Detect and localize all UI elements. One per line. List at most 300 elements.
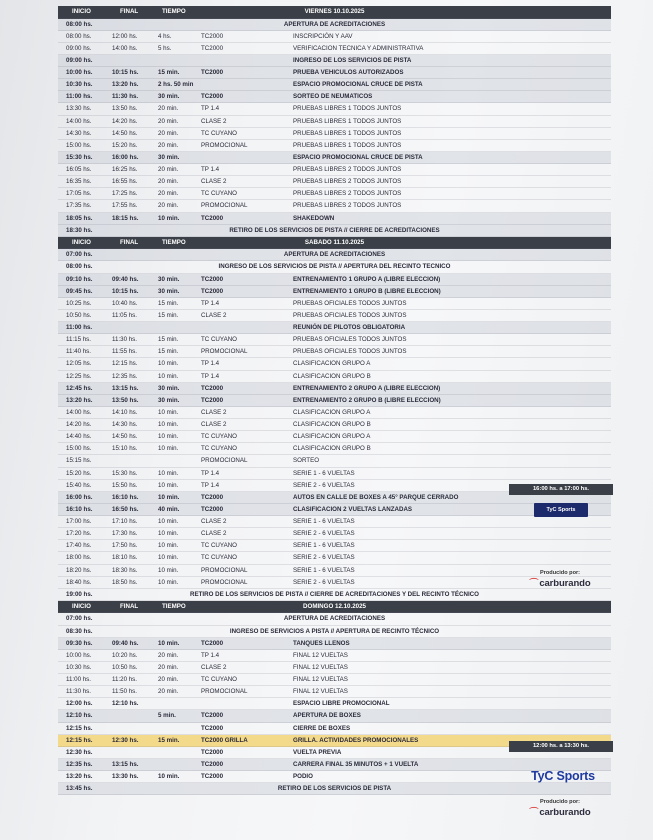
category: TC2000 (201, 505, 224, 513)
end-time: 09:40 hs. (112, 275, 139, 283)
activity: PRUEBAS OFICIALES TODOS JUNTOS (293, 311, 407, 319)
end-time: 11:30 hs. (112, 336, 137, 344)
activity: CLASIFICACION 2 VUELTAS LANZADAS (293, 505, 413, 513)
duration: 30 min. (158, 93, 180, 101)
schedule-row (58, 638, 611, 650)
schedule-row (58, 286, 611, 298)
tyc-sports-logo-small: TyC Sports (534, 503, 588, 517)
start-time: 16:35 hs. (66, 178, 92, 186)
activity: APERTURA DE BOXES (293, 712, 361, 720)
start-time: 08:00 hs. (66, 20, 93, 28)
end-time: 16:55 hs. (112, 178, 138, 186)
schedule-row (58, 723, 611, 735)
duration: 20 min. (158, 166, 179, 173)
category: TC CUYANO (201, 129, 237, 137)
category: TC2000 (201, 748, 224, 756)
schedule-row (58, 662, 611, 674)
end-time: 12:35 hs. (112, 372, 138, 380)
end-time: 18:10 hs. (112, 554, 138, 562)
duration: 30 min. (158, 275, 180, 283)
schedule-row (58, 395, 611, 407)
start-time: 17:05 hs. (66, 190, 92, 198)
end-time: 12:15 hs. (112, 360, 138, 368)
duration: 10 min. (158, 566, 179, 574)
schedule-row (58, 310, 611, 322)
end-time: 17:50 hs. (112, 542, 138, 550)
category: TP 1.4 (201, 481, 220, 489)
activity: CLASIFICACION GRUPO A (293, 408, 371, 416)
col-header-duration: TIEMPO (162, 602, 186, 610)
start-time: 12:05 hs. (66, 360, 92, 368)
end-time: 11:55 hs. (112, 348, 137, 356)
end-time: 13:15 hs. (112, 760, 139, 768)
duration: 20 min. (158, 663, 179, 671)
schedule-row (58, 79, 611, 91)
start-time: 13:45 hs. (66, 785, 93, 793)
category: TC CUYANO (201, 190, 237, 198)
category: CLASE 2 (201, 530, 227, 538)
schedule-row (58, 455, 611, 467)
start-time: 09:00 hs. (66, 44, 92, 52)
schedule-row (58, 407, 611, 419)
duration: 10 min. (158, 530, 179, 538)
category: TP 1.4 (201, 360, 220, 368)
start-time: 14:20 hs. (66, 421, 92, 428)
producer-block-sunday (515, 798, 605, 819)
activity: SERIE 2 - 6 VUELTAS (293, 578, 355, 586)
start-time: 11:00 hs. (66, 93, 93, 101)
category: CLASE 2 (201, 421, 227, 428)
duration: 30 min. (158, 396, 180, 404)
start-time: 18:30 hs. (66, 226, 93, 234)
activity: FINAL 12 VUELTAS (293, 676, 348, 683)
category: TC CUYANO (201, 433, 237, 441)
day-header-row (58, 601, 611, 614)
schedule-row (58, 371, 611, 383)
end-time: 16:00 hs. (112, 153, 139, 161)
start-time: 09:10 hs. (66, 275, 93, 283)
duration: 40 min. (158, 505, 180, 513)
end-time: 12:10 hs. (112, 700, 139, 708)
category: TC2000 (201, 275, 224, 283)
end-time: 17:55 hs. (112, 202, 138, 210)
start-time: 15:15 hs. (66, 457, 92, 465)
start-time: 10:50 hs. (66, 311, 92, 319)
start-time: 10:30 hs. (66, 81, 93, 89)
start-time: 14:30 hs. (66, 129, 92, 137)
activity: TANQUES LLENOS (293, 639, 350, 647)
activity: CLASIFICACION GRUPO A (293, 433, 371, 441)
start-time: 12:25 hs. (66, 372, 92, 380)
col-header-start: INICIO (72, 602, 91, 610)
end-time: 14:20 hs. (112, 117, 138, 125)
activity: REUNIÓN DE PILOTOS OBLIGATORIA (293, 324, 406, 331)
activity: GRILLA. ACTIVIDADES PROMOCIONALES (293, 736, 419, 744)
category: TC CUYANO (201, 445, 237, 453)
category: TC2000 (201, 93, 224, 101)
schedule-row (58, 589, 611, 601)
category: TC2000 (201, 214, 224, 222)
duration: 10 min. (158, 578, 179, 586)
schedule-row (58, 116, 611, 128)
end-time: 10:50 hs. (112, 663, 138, 671)
start-time: 11:30 hs. (66, 688, 91, 696)
category: CLASE 2 (201, 408, 227, 416)
start-time: 12:15 hs. (66, 736, 93, 744)
col-header-start: INICIO (72, 238, 91, 246)
duration: 10 min. (158, 360, 179, 368)
schedule-row (58, 176, 611, 188)
category: CLASE 2 (201, 663, 227, 671)
category: PROMOCIONAL (201, 566, 248, 574)
activity: CLASIFICACION GRUPO B (293, 445, 371, 453)
start-time: 12:35 hs. (66, 760, 93, 768)
category: TP 1.4 (201, 651, 220, 659)
category: PROMOCIONAL (201, 688, 248, 696)
end-time: 15:30 hs. (112, 469, 138, 477)
activity: CLASIFICACION GRUPO B (293, 421, 371, 428)
tv-window-sunday: 12:00 hs. a 13:30 hs. (509, 741, 613, 752)
schedule-row (58, 358, 611, 370)
schedule-row (58, 164, 611, 176)
schedule-row (58, 140, 611, 152)
start-time: 18:20 hs. (66, 566, 92, 574)
activity: FINAL 12 VUELTAS (293, 663, 348, 671)
category: CLASE 2 (201, 117, 227, 125)
start-time: 15:30 hs. (66, 153, 93, 161)
duration: 2 hs. 50 min (158, 81, 194, 89)
duration: 15 min. (158, 336, 179, 344)
activity: SHAKEDOWN (293, 214, 335, 222)
duration: 10 min. (158, 542, 179, 550)
activity-centered: APERTURA DE ACREDITACIONES (283, 20, 386, 28)
end-time: 17:10 hs. (112, 518, 138, 525)
schedule-row (58, 128, 611, 140)
activity: PRUEBAS LIBRES 1 TODOS JUNTOS (293, 129, 402, 137)
start-time: 14:00 hs. (66, 117, 92, 125)
end-time: 14:50 hs. (112, 433, 138, 441)
duration: 30 min. (158, 287, 180, 295)
duration: 20 min. (158, 117, 179, 125)
schedule-row (58, 552, 611, 564)
start-time: 07:00 hs. (66, 615, 93, 623)
duration: 15 min. (158, 299, 179, 307)
category: TP 1.4 (201, 372, 220, 380)
start-time: 18:40 hs. (66, 578, 92, 586)
duration: 30 min. (158, 153, 180, 161)
category: PROMOCIONAL (201, 457, 248, 465)
duration: 20 min. (158, 178, 179, 186)
end-time: 10:15 hs. (112, 69, 139, 76)
schedule-row (58, 200, 611, 212)
activity: CIERRE DE BOXES (293, 724, 351, 732)
start-time: 10:30 hs. (66, 663, 92, 671)
activity: VUELTA PREVIA (293, 748, 342, 756)
activity: SORTEO (293, 457, 320, 465)
activity: ENTRENAMIENTO 1 GRUPO A (LIBRE ELECCION) (293, 275, 441, 283)
duration: 10 min. (158, 481, 179, 489)
category: TC CUYANO (201, 676, 237, 683)
category: TP 1.4 (201, 299, 220, 307)
tv-window-saturday: 16:00 hs. a 17:00 hs. (509, 484, 613, 495)
end-time: 15:20 hs. (112, 141, 138, 149)
duration: 20 min. (158, 129, 179, 137)
end-time: 09:40 hs. (112, 639, 139, 647)
schedule-row (58, 540, 611, 552)
activity: SORTEO DE NEUMATICOS (293, 93, 373, 101)
end-time: 15:10 hs. (112, 445, 138, 453)
end-time: 16:50 hs. (112, 505, 139, 513)
category: TC CUYANO (201, 542, 237, 550)
duration: 10 min. (158, 408, 179, 416)
duration: 10 min. (158, 639, 180, 647)
start-time: 08:00 hs. (66, 32, 92, 40)
day-title: VIERNES 10.10.2025 (304, 8, 365, 15)
schedule-row (58, 322, 611, 334)
category: TC2000 (201, 44, 224, 52)
carburando-logo: ⌒carburando (529, 578, 591, 589)
duration: 10 min. (158, 214, 180, 222)
end-time: 16:25 hs. (112, 166, 138, 173)
activity: PRUEBAS OFICIALES TODOS JUNTOS (293, 336, 407, 344)
end-time: 13:30 hs. (112, 773, 139, 780)
schedule-row (58, 516, 611, 528)
duration: 10 min. (158, 433, 179, 441)
activity: FINAL 12 VUELTAS (293, 651, 348, 659)
activity: PRUEBA VEHICULOS AUTORIZADOS (293, 69, 404, 76)
duration: 10 min. (158, 554, 179, 562)
end-time: 14:50 hs. (112, 129, 138, 137)
activity: ENTRENAMIENTO 2 GRUPO B (LIBRE ELECCION) (293, 396, 441, 404)
activity: PRUEBAS OFICIALES TODOS JUNTOS (293, 348, 407, 356)
duration: 15 min. (158, 348, 179, 356)
end-time: 13:20 hs. (112, 81, 139, 89)
schedule-row (58, 650, 611, 662)
end-time: 10:40 hs. (112, 299, 138, 307)
schedule-row (58, 43, 611, 55)
schedule-row (58, 152, 611, 164)
category: TC2000 (201, 760, 224, 768)
col-header-end: FINAL (120, 8, 139, 15)
schedule-row (58, 431, 611, 443)
activity: PRUEBAS OFICIALES TODOS JUNTOS (293, 299, 407, 307)
category: TC2000 (201, 287, 224, 295)
schedule-row (58, 31, 611, 43)
schedule-row (58, 91, 611, 103)
category: TC CUYANO (201, 554, 237, 562)
end-time: 17:25 hs. (112, 190, 138, 198)
category: PROMOCIONAL (201, 141, 248, 149)
category: TC2000 (201, 712, 224, 720)
schedule-row (58, 698, 611, 710)
activity: CLASIFICACION GRUPO A (293, 360, 371, 368)
schedule-row (58, 19, 611, 31)
day-header-row (58, 6, 611, 19)
category: TP 1.4 (201, 166, 220, 173)
producer-block-saturday (515, 569, 605, 590)
activity: PRUEBAS LIBRES 1 TODOS JUNTOS (293, 141, 402, 149)
activity-centered: RETIRO DE LOS SERVICIOS DE PISTA (277, 785, 392, 793)
activity: PODIO (293, 773, 313, 780)
activity: PRUEBAS LIBRES 1 TODOS JUNTOS (293, 105, 402, 113)
schedule-row (58, 103, 611, 115)
activity: ESPACIO PROMOCIONAL CRUCE DE PISTA (293, 81, 423, 89)
schedule-row (58, 213, 611, 225)
activity-centered: APERTURA DE ACREDITACIONES (283, 251, 386, 259)
duration: 10 min. (158, 773, 180, 780)
start-time: 17:35 hs. (66, 202, 92, 210)
start-time: 13:20 hs. (66, 773, 93, 780)
carburando-logo: ⌒carburando (529, 807, 591, 818)
start-time: 18:00 hs. (66, 554, 92, 562)
activity: SERIE 2 - 6 VUELTAS (293, 481, 355, 489)
activity: INGRESO DE LOS SERVICIOS DE PISTA (293, 56, 412, 64)
start-time: 11:00 hs. (66, 324, 93, 331)
start-time: 15:00 hs. (66, 141, 92, 149)
start-time: 12:45 hs. (66, 384, 93, 392)
start-time: 13:20 hs. (66, 396, 93, 404)
schedule-row (58, 298, 611, 310)
col-header-end: FINAL (120, 238, 139, 246)
activity: PRUEBAS LIBRES 2 TODOS JUNTOS (293, 202, 402, 210)
start-time: 10:00 hs. (66, 69, 93, 76)
category: TC2000 (201, 384, 224, 392)
category: PROMOCIONAL (201, 578, 248, 586)
start-time: 08:30 hs. (66, 627, 93, 635)
end-time: 18:30 hs. (112, 566, 138, 574)
end-time: 13:15 hs. (112, 384, 139, 392)
schedule-row (58, 55, 611, 67)
duration: 20 min. (158, 105, 179, 113)
start-time: 12:15 hs. (66, 724, 93, 732)
schedule-row (58, 419, 611, 431)
duration: 20 min. (158, 651, 179, 659)
duration: 10 min. (158, 493, 180, 501)
end-time: 11:20 hs. (112, 676, 137, 683)
category: PROMOCIONAL (201, 348, 248, 356)
activity: SERIE 1 - 6 VUELTAS (293, 542, 355, 550)
col-header-duration: TIEMPO (162, 238, 186, 246)
start-time: 15:40 hs. (66, 481, 92, 489)
category: TC CUYANO (201, 336, 237, 344)
start-time: 12:30 hs. (66, 748, 93, 756)
activity: CLASIFICACION GRUPO B (293, 372, 371, 380)
start-time: 13:30 hs. (66, 105, 92, 113)
duration: 15 min. (158, 311, 179, 319)
start-time: 15:00 hs. (66, 445, 92, 453)
schedule-row (58, 225, 611, 237)
start-time: 14:40 hs. (66, 433, 92, 441)
producer-label: Producido por: (539, 570, 581, 576)
schedule-row (58, 710, 611, 722)
schedule-row (58, 67, 611, 79)
category: TC2000 (201, 493, 224, 501)
category: CLASE 2 (201, 518, 227, 525)
duration: 15 min. (158, 69, 180, 76)
start-time: 11:40 hs. (66, 348, 91, 356)
start-time: 10:00 hs. (66, 651, 92, 659)
schedule-row (58, 261, 611, 273)
schedule-row (58, 528, 611, 540)
activity: PRUEBAS LIBRES 2 TODOS JUNTOS (293, 190, 402, 198)
duration: 30 min. (158, 384, 180, 392)
schedule-row (58, 188, 611, 200)
activity-centered: INGRESO DE LOS SERVICIOS DE PISTA // APERTURA DEL RECINTO TECNICO (218, 263, 451, 271)
activity: CARRERA FINAL 35 MINUTOS + 1 VUELTA (293, 760, 419, 768)
start-time: 11:15 hs. (66, 336, 91, 344)
activity: SERIE 2 - 6 VUELTAS (293, 530, 355, 538)
end-time: 12:00 hs. (112, 32, 138, 40)
schedule-row (58, 274, 611, 286)
activity: SERIE 1 - 6 VUELTAS (293, 469, 355, 477)
activity: SERIE 2 - 6 VUELTAS (293, 554, 355, 562)
end-time: 18:15 hs. (112, 214, 139, 222)
start-time: 09:30 hs. (66, 639, 93, 647)
end-time: 16:10 hs. (112, 493, 139, 501)
activity: SERIE 1 - 6 VUELTAS (293, 518, 355, 525)
duration: 5 min. (158, 712, 176, 720)
duration: 10 min. (158, 372, 179, 380)
end-time: 11:30 hs. (112, 93, 139, 101)
duration: 10 min. (158, 469, 179, 477)
start-time: 16:00 hs. (66, 493, 93, 501)
category: CLASE 2 (201, 178, 227, 186)
schedule-row (58, 613, 611, 625)
schedule-row (58, 674, 611, 686)
duration: 20 min. (158, 688, 179, 696)
category: TP 1.4 (201, 469, 220, 477)
start-time: 11:00 hs. (66, 676, 91, 683)
start-time: 16:05 hs. (66, 166, 92, 173)
end-time: 14:10 hs. (112, 408, 138, 416)
col-header-duration: TIEMPO (162, 8, 186, 15)
activity-centered: INGRESO DE SERVICIOS A PISTA // APERTURA DE RECINTO TÉCNICO (229, 627, 440, 635)
activity-centered: RETIRO DE LOS SERVICIOS DE PISTA // CIERRE DE ACREDITACIONES Y DEL RECINTO TÉCNICO (190, 590, 479, 598)
end-time: 18:50 hs. (112, 578, 138, 586)
start-time: 10:25 hs. (66, 299, 92, 307)
carburando-text: carburando (539, 578, 591, 589)
start-time: 14:00 hs. (66, 408, 92, 416)
start-time: 16:10 hs. (66, 505, 93, 513)
start-time: 17:00 hs. (66, 518, 92, 525)
schedule-row (58, 468, 611, 480)
tyc-sports-logo-large: TyC Sports (531, 769, 595, 783)
end-time: 14:30 hs. (112, 421, 138, 428)
activity: ENTRENAMIENTO 1 GRUPO B (LIBRE ELECCION) (293, 287, 441, 295)
duration: 10 min. (158, 518, 179, 525)
end-time: 17:30 hs. (112, 530, 138, 538)
activity: INSCRIPCIÓN Y AAV (293, 32, 353, 40)
schedule-row (58, 383, 611, 395)
col-header-end: FINAL (120, 602, 139, 610)
duration: 10 min. (158, 421, 179, 428)
schedule-row (58, 346, 611, 358)
end-time: 11:50 hs. (112, 688, 137, 696)
category: TC2000 GRILLA (201, 736, 248, 744)
schedule-row (58, 686, 611, 698)
day-title: DOMINGO 12.10.2025 (303, 602, 366, 610)
category: TP 1.4 (201, 105, 220, 113)
activity-centered: RETIRO DE LOS SERVICIOS DE PISTA // CIERRE DE ACREDITACIONES (229, 226, 440, 234)
activity: SERIE 1 - 6 VUELTAS (293, 566, 355, 574)
start-time: 12:00 hs. (66, 700, 93, 708)
end-time: 13:50 hs. (112, 105, 138, 113)
end-time: 12:30 hs. (112, 736, 139, 744)
schedule-row (58, 334, 611, 346)
schedule-row (58, 626, 611, 638)
duration: 4 hs. (158, 32, 172, 40)
start-time: 09:00 hs. (66, 56, 93, 64)
